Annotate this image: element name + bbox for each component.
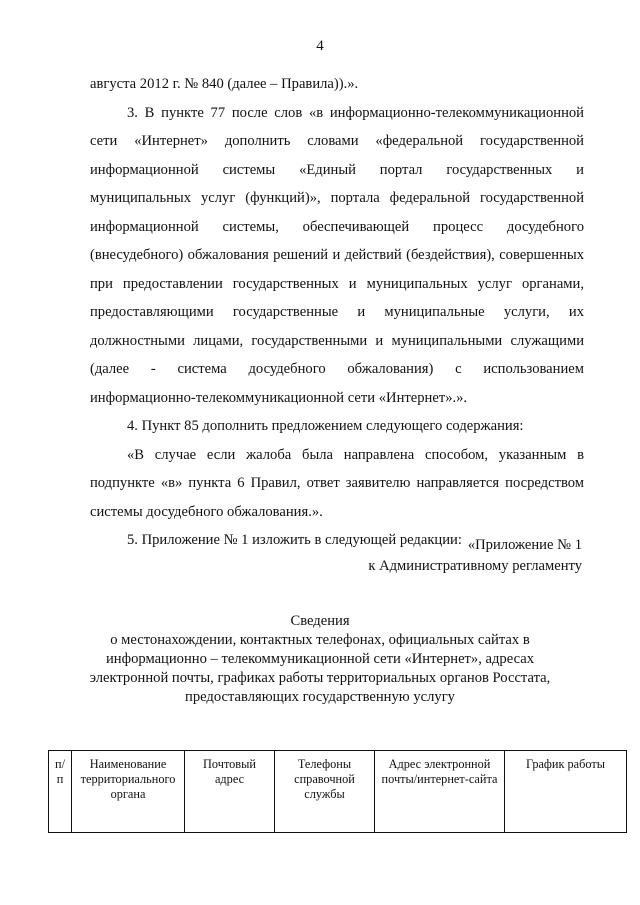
document-body	[90, 70, 584, 555]
info-line-2: информационно – телекоммуникационной сети «Интернет», адресах	[106, 651, 534, 667]
header-organ-name: Наименование территориального органа	[72, 751, 185, 833]
appendix-line-2: к Административному регламенту	[368, 558, 582, 574]
info-line-3: электронной почты, графиках работы территориальных органов Росстата,	[89, 670, 551, 686]
paragraph-quote: «В случае если жалоба была направлена способом, указанным в подпункте «в» пункта 6 Правил, ответ заявителю направляется посредством системы досудебного обжалования.».	[90, 446, 584, 520]
paragraph-continuation: августа 2012 г. № 840 (далее – Правила)).».	[90, 76, 359, 92]
info-heading	[80, 612, 560, 707]
offices-table	[48, 750, 627, 833]
paragraph-item-5: 5. Приложение № 1 изложить в следующей редакции:	[127, 532, 462, 548]
header-postal-address: Почтовый адрес	[185, 751, 275, 833]
info-line-1: о местонахождении, контактных телефонах, официальных сайтах в	[110, 632, 530, 648]
paragraph-item-4: 4. Пункт 85 дополнить предложением следующего содержания:	[127, 418, 524, 434]
table-header-row	[49, 751, 627, 833]
header-email-website: Адрес электронной почты/интернет-сайта	[375, 751, 505, 833]
header-phones: Телефоны справочной службы	[275, 751, 375, 833]
appendix-reference	[368, 535, 582, 577]
info-line-4: предоставляющих государственную услугу	[185, 689, 455, 705]
page-number: 4	[316, 38, 324, 54]
header-number: п/ п	[49, 751, 72, 833]
appendix-line-1: «Приложение № 1	[467, 537, 582, 553]
info-title: Сведения	[290, 613, 350, 629]
header-schedule: График работы	[505, 751, 627, 833]
paragraph-item-3: 3. В пункте 77 после слов «в информационно-телекоммуникационной сети «Интернет» дополнить словами «федеральной государственной информационной системы «Единый портал государственных и муниципальных услуг (функций)», портала федеральной государственной информационной системы, обеспечивающей процесс досудебного (внесудебного) обжалования решений и действий (бездействия), совершенных при предоставлении государственных и муниципальных услуг органами, предоставляющими государственные и муниципальные услуги, их должностными лицами, государственными и муниципальными служащими (далее - система досудебного обжалования) с использованием информационно-телекоммуникационной сети «Интернет».».	[90, 104, 584, 406]
